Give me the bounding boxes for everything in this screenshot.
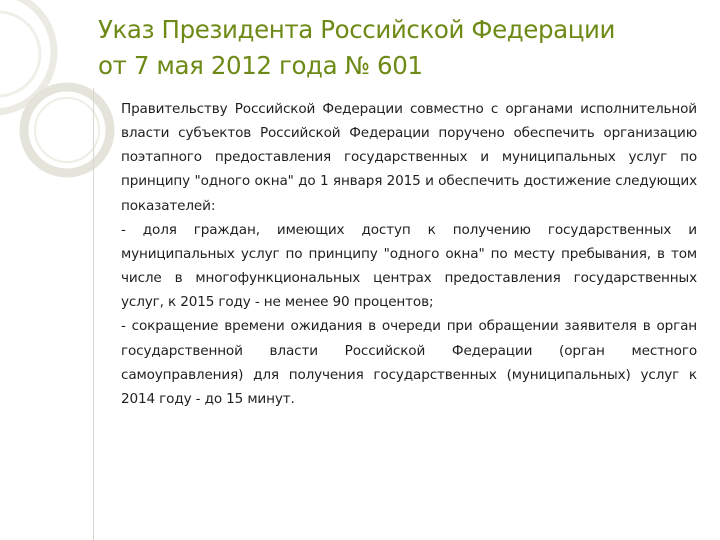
inner-ring	[0, 12, 40, 96]
title-line-2: от 7 мая 2012 года № 601	[98, 51, 423, 80]
slide-body	[121, 97, 697, 411]
middle-ring	[24, 87, 110, 173]
indicator-item-2: - сокращение времени ожидания в очереди при обращении заявителя в орган государственной власти Российской Федерации (орган местного самоуправления) для получения государственных (муниципальных) услуг к 2014 году - до 15 минут.	[121, 318, 697, 407]
vertical-rule	[93, 88, 94, 540]
intro-paragraph: Правительству Российской Федерации совместно с органами исполнительной власти субъектов Российской Федерации поручено обеспечить организацию поэтапного предоставления государственных и муниципальных услуг по принципу "одного окна" до 1 января 2015 и обеспечить достижение следующих показателей:	[121, 101, 697, 214]
title-line-1: Указ Президента Российской Федерации	[98, 15, 616, 44]
slide-title	[98, 12, 698, 84]
indicator-item-1: - доля граждан, имеющих доступ к получению государственных и муниципальных услуг по принципу "одного окна" по месту пребывания, в том числе в многофункциональных центрах предоставления государственных услуг, к 2015 году - не менее 90 процентов;	[121, 221, 697, 311]
middle-inner-ring	[35, 98, 99, 162]
